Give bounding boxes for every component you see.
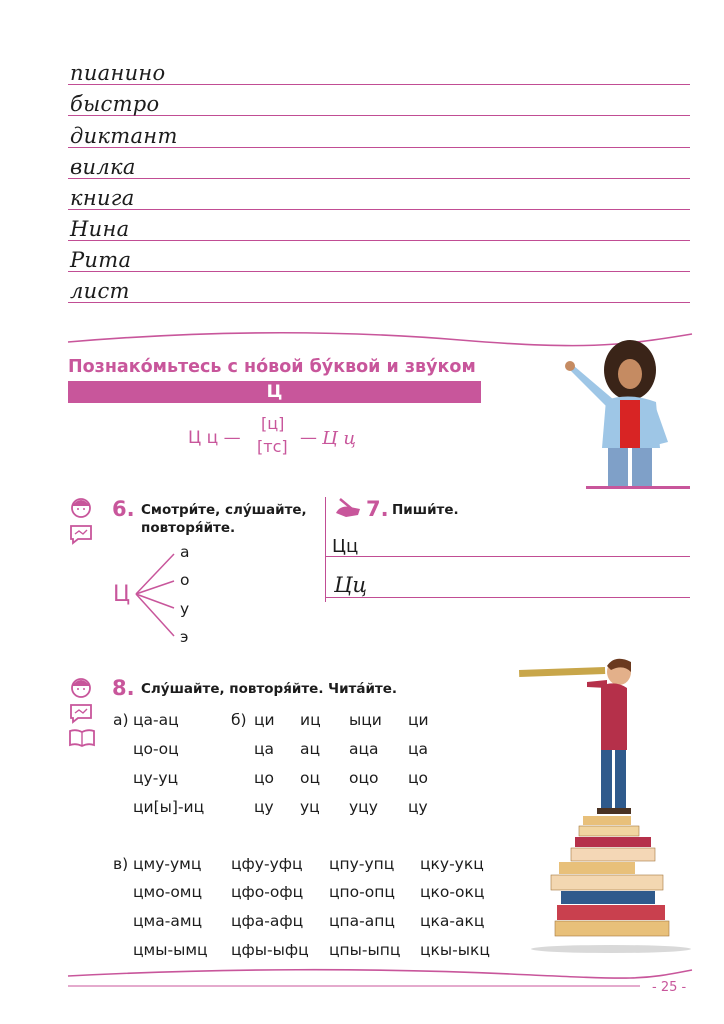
syllable: ац [300,740,321,758]
syllable-pair: цфа-афц [231,912,304,930]
writing-line [326,597,690,598]
syllable-pair: цо-оц [133,740,179,758]
practice-word: книга [70,186,135,210]
practice-word: вилка [70,155,136,179]
vowel: о [180,571,190,589]
syllable: цо [254,769,275,787]
syllable-pair: цфы-ыфц [231,941,309,959]
syllable: аца [349,740,379,758]
footer-wave [60,960,700,1000]
syllable: уц [300,798,320,816]
exercise-6 [112,497,135,521]
exercise-8 [112,676,135,700]
syllable-pair: цфу-уфц [231,855,303,873]
listen-face-icon [68,496,94,518]
ruled-line [68,271,690,272]
branch-lines [134,548,184,643]
syllable: ци [254,711,275,729]
sound-ts-alt: [тс] [257,437,288,456]
syllable-pair: цпа-апц [329,912,395,930]
syllable: ыци [349,711,382,729]
sound-ts: [ц] [261,414,285,433]
syllable-pair: цку-укц [420,855,484,873]
syllable: ца [408,740,429,758]
formula-dash: — [300,428,317,448]
exercise-8-instruction: Слу́шайте, повторя́йте. Чита́йте. [141,681,398,697]
syllable: ца [254,740,275,758]
syllable-pair: ца-ац [133,711,179,729]
listen-face-icon [68,676,94,698]
exercise-number: 6. [112,497,135,521]
syllable: цу [408,798,428,816]
speech-bubble-icon [68,523,94,545]
syllable-pair: цмы-ымц [133,941,208,959]
ruled-line [68,115,690,116]
syllable-pair: цма-амц [133,912,203,930]
vertical-divider [325,497,326,602]
practice-word: быстро [70,92,160,116]
practice-word: Нина [70,217,130,241]
boy-on-books-illustration [515,650,695,955]
syllable-pair: цко-окц [420,883,485,901]
new-letter-bar: Ц [68,381,481,403]
exercise-6-instruction: Смотри́те, слу́шайте, [141,502,307,518]
writing-line [326,556,690,557]
speech-bubble-icon [68,702,94,724]
practice-word: диктант [70,124,178,148]
formula-letters: Ц ц — [188,428,241,448]
woman-pointing-illustration [560,330,695,495]
exercise-6-instruction-cont: повторя́йте. [141,520,236,536]
syllable-pair: цка-акц [420,912,485,930]
syllable-pair: цмо-омц [133,883,203,901]
syllable: цу [254,798,274,816]
part-b-label: б) [231,711,247,729]
syllable-pair: цкы-ыкц [420,941,490,959]
syllable: иц [300,711,321,729]
practice-word: лист [70,279,130,303]
syllable: ци [408,711,429,729]
syllable-pair: цфо-офц [231,883,304,901]
ruled-line [68,240,690,241]
vowel: э [180,628,189,646]
syllable-pair: цу-уц [133,769,179,787]
syllable-pair: цпу-упц [329,855,395,873]
exercise-number: 8. [112,676,135,700]
page-number: - 25 - [652,980,687,995]
syllable: уцу [349,798,378,816]
practice-word: пианино [70,61,166,85]
syllable: цо [408,769,429,787]
cursive-letter-pair: Ц ц [322,428,356,449]
syllable-pair: цму-умц [133,855,202,873]
vowel: у [180,600,190,618]
exercise-number: 7. [366,497,389,521]
exercise-7 [366,497,389,521]
print-sample: Цц [332,536,359,557]
vowel: а [180,543,190,561]
syllable-pair: цпо-опц [329,883,395,901]
practice-word: Рита [70,248,132,272]
syllable-pair: ци[ы]-иц [133,798,205,816]
root-letter: Ц [113,582,131,607]
ruled-line [68,302,690,303]
part-v-label: в) [113,855,129,873]
section-heading: Познако́мьтесь с но́вой бу́квой и зву́ком [68,357,476,377]
ruled-line [68,209,690,210]
syllable-pair: цпы-ыпц [329,941,401,959]
cursive-sample: Цц [334,573,367,597]
exercise-7-instruction: Пиши́те. [392,502,459,518]
pen-hand-icon [334,495,362,519]
ruled-line [68,178,690,179]
part-a-label: а) [113,711,129,729]
book-icon [68,728,96,748]
syllable: оцо [349,769,379,787]
syllable: оц [300,769,321,787]
